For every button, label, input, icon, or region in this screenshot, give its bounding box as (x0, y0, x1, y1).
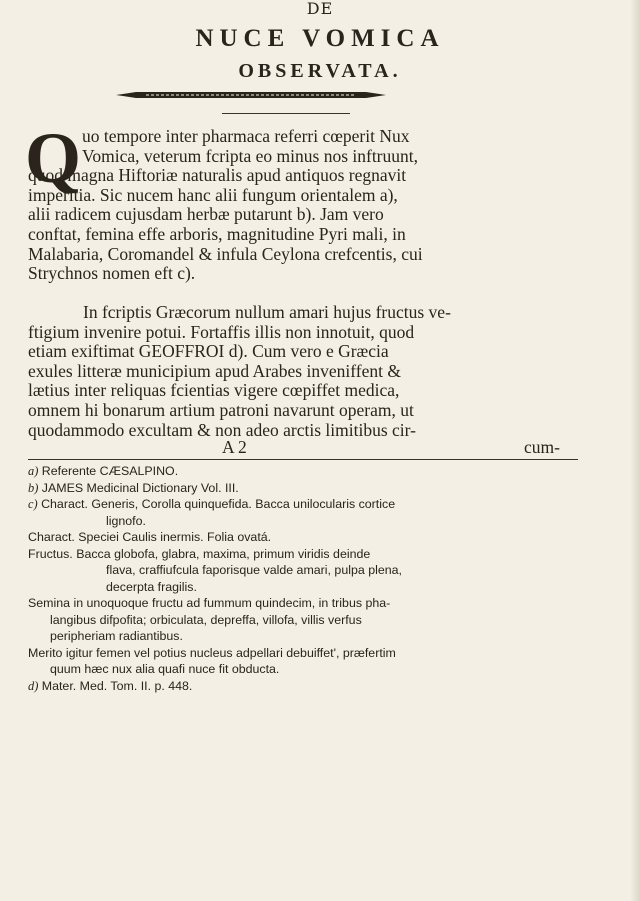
footnote-text: Mater. Med. Tom. II. p. 448. (41, 678, 193, 693)
paragraph-2-line: etiam exiftimat GEOFFROI d). Cum vero e Græcia (28, 341, 389, 362)
title-line-1: NUCE VOMICA (195, 25, 445, 52)
title-line-2: OBSERVATA. (238, 60, 402, 82)
page-edge-shadow (630, 0, 640, 901)
footnote (28, 480, 584, 497)
footnote-label: b) (28, 480, 39, 495)
footnote-continuation: peripheriam radiantibus. (50, 629, 183, 643)
footnote-entry: Merito igitur femen vel potius nucleus adpellari debuiffet', præfertim (28, 645, 396, 660)
footnote-continuation: flava, craffiufcula faporisque valde amari, pulpa plena, (106, 563, 402, 577)
footnote-text: Referente CÆSALPINO. (41, 464, 179, 478)
footnote-entry: Charact. Speciei Caulis inermis. Folia ovatá. (28, 530, 272, 544)
paragraph-2-line: In fcriptis Græcorum nullum amari hujus fructus ve- (83, 302, 451, 322)
paragraph-2-line: ftigium invenire potui. Fortaffis illis non innotuit, quod (28, 321, 415, 342)
paragraph-1-line: conftat, femina effe arboris, magnitudine Pyri mali, in (28, 223, 406, 244)
title-rule (222, 113, 350, 114)
footnote-text: Charact. Generis, Corolla quinquefida. Bacca unilocularis cortice (41, 497, 396, 511)
paragraph-2-line: lætius inter reliquas fcientias vigere cœpiffet medica, (28, 380, 400, 401)
footnote (28, 496, 584, 513)
paragraph-2-line: quodammodo excultam & non adeo arctis limitibus cir- (28, 419, 416, 440)
paragraph-1-line: Malabaria, Coromandel & infula Ceylona crefcentis, cui (28, 243, 423, 264)
paragraph-1-line: uo tempore inter pharmaca referri cœperit Nux (82, 126, 410, 146)
drop-cap-initial: Q (25, 118, 82, 198)
paragraph-1-line: alii radicem cujusdam herbæ putarunt b). Jam vero (28, 204, 384, 225)
paragraph-1-line: quod magna Hiftoriæ naturalis apud antiquos regnavit (28, 165, 407, 186)
running-head: DE (306, 0, 334, 18)
footnote-label: a) (28, 464, 39, 478)
footnote-continuation: decerpta fragilis. (106, 579, 197, 594)
paragraph-1-line: Strychnos nomen eft c). (28, 263, 196, 284)
footnote-rule (28, 459, 578, 460)
footnote-label: d) (28, 678, 39, 693)
footnote-continuation: quum hæc nux alia quafi nuce fit obducta. (50, 662, 280, 676)
paragraph-2-line: exules litteræ municipium apud Arabes inveniffent & (28, 360, 401, 381)
footnotes (28, 463, 584, 694)
catchword: cum- (524, 437, 560, 457)
footnote (28, 678, 584, 695)
ornamental-rule (116, 91, 386, 99)
footnote (28, 463, 584, 480)
paragraph-1-line: Vomica, veterum fcripta eo minus nos inftruunt, (82, 145, 418, 166)
signature-mark: A 2 (222, 437, 247, 457)
footnote-label: c) (28, 497, 38, 511)
paragraph-1-line: imperitia. Sic nucem hanc alii fungum orientalem a), (28, 184, 398, 205)
paragraph-1 (28, 127, 578, 284)
footnote-continuation: lignofo. (106, 513, 146, 528)
paragraph-2 (28, 303, 578, 440)
paragraph-2-line: omnem hi bonarum artium patroni navarunt operam, ut (28, 399, 414, 420)
footnote-entry: Semina in unoquoque fructu ad fummum quindecim, in tribus pha- (28, 596, 391, 610)
footnote-entry: Fructus. Bacca globofa, glabra, maxima, primum viridis deinde (28, 546, 371, 561)
footnote-continuation: langibus difpofita; orbiculata, depreffa, villofa, villis verfus (50, 612, 362, 627)
footnote-text: JAMES Medicinal Dictionary Vol. III. (41, 480, 239, 495)
